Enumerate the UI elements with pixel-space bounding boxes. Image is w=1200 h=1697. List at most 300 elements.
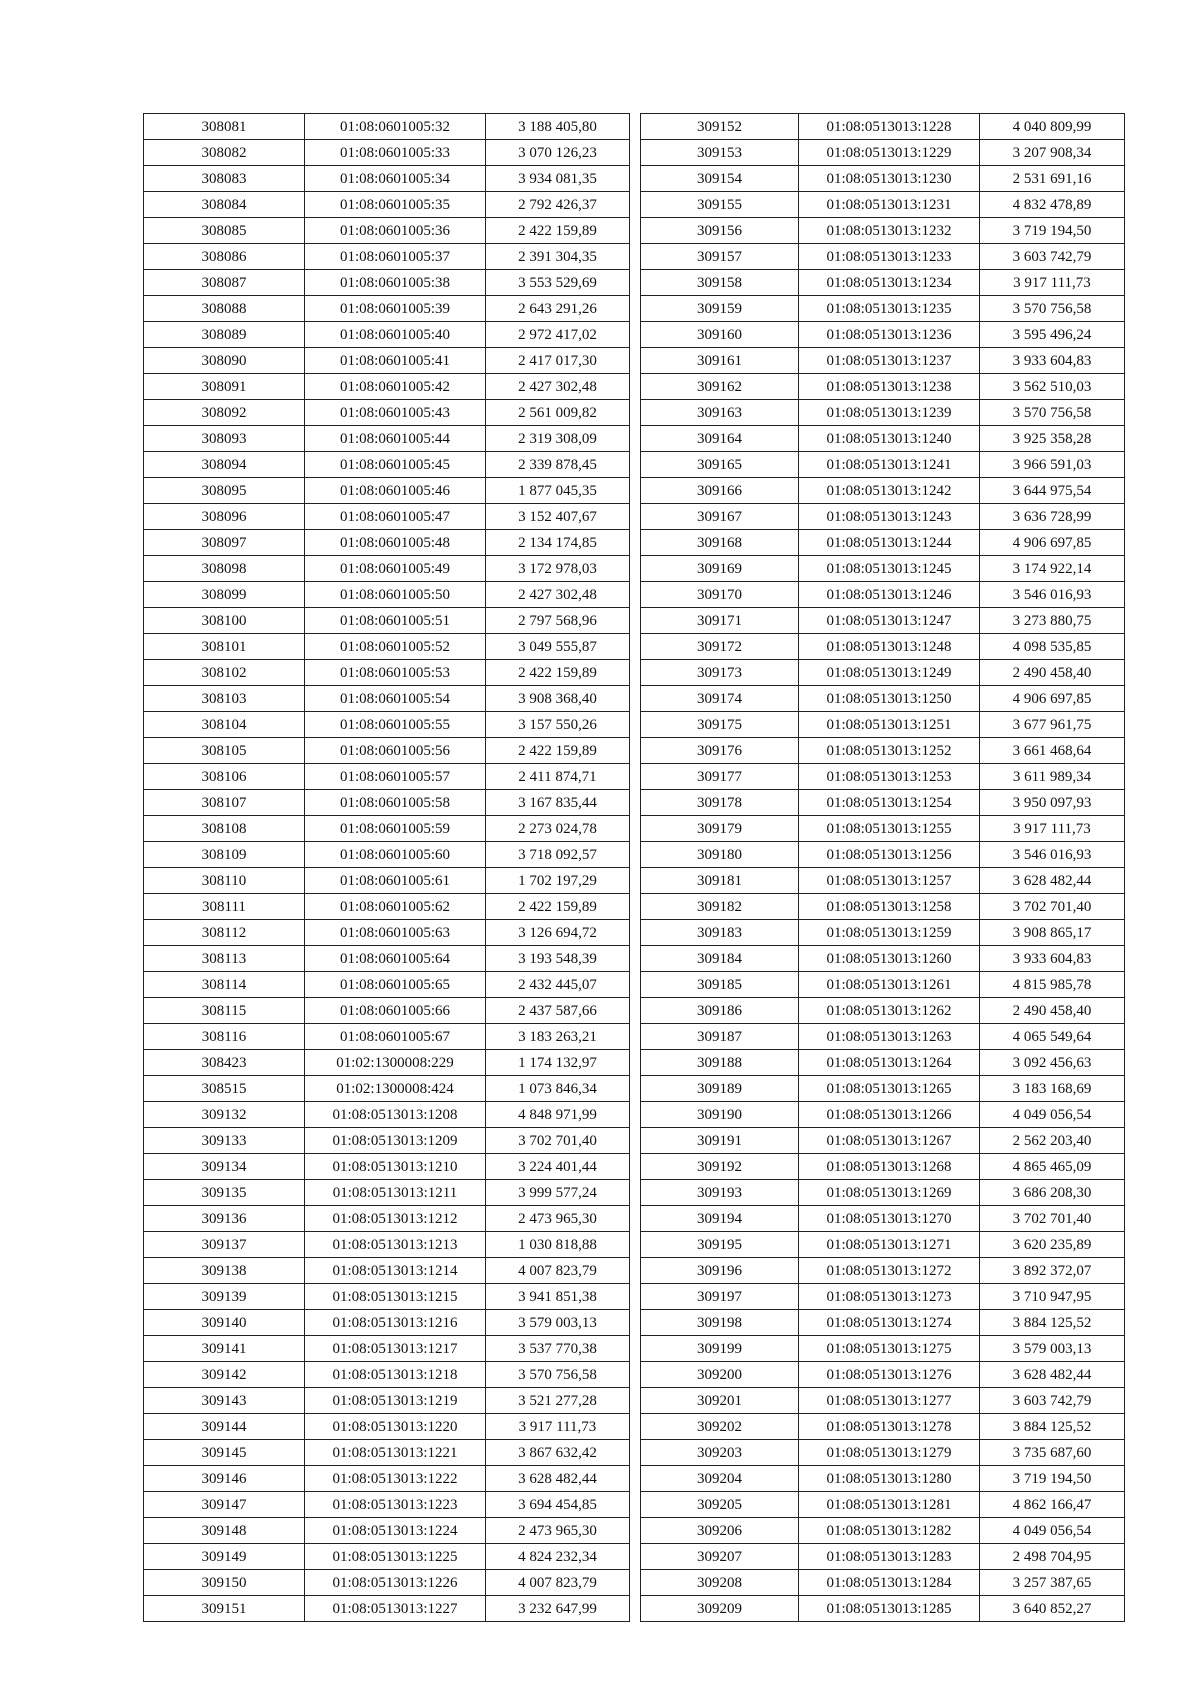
cell-cadastral-value: 2 422 159,89 [486,894,630,920]
cell-cadastral-value: 4 040 809,99 [980,114,1125,140]
cell-cadastral-number: 01:08:0601005:66 [305,998,486,1024]
cell-cadastral-number: 01:08:0513013:1252 [799,738,980,764]
cell-object-number: 308515 [144,1076,305,1102]
table-row [641,1336,1125,1362]
table-row [641,114,1125,140]
cell-cadastral-value: 4 007 823,79 [486,1570,630,1596]
cell-cadastral-value: 2 490 458,40 [980,660,1125,686]
cell-object-number: 309171 [641,608,799,634]
cell-cadastral-number: 01:08:0513013:1223 [305,1492,486,1518]
cell-cadastral-value: 4 862 166,47 [980,1492,1125,1518]
cell-cadastral-value: 3 620 235,89 [980,1232,1125,1258]
cell-cadastral-number: 01:08:0601005:49 [305,556,486,582]
cell-cadastral-number: 01:08:0601005:41 [305,348,486,374]
cell-cadastral-number: 01:08:0513013:1256 [799,842,980,868]
table-row [641,478,1125,504]
cell-cadastral-value: 3 183 168,69 [980,1076,1125,1102]
cell-cadastral-number: 01:08:0601005:39 [305,296,486,322]
cell-cadastral-number: 01:08:0601005:42 [305,374,486,400]
cell-cadastral-number: 01:08:0601005:65 [305,972,486,998]
cell-object-number: 308104 [144,712,305,738]
cell-cadastral-value: 3 562 510,03 [980,374,1125,400]
cell-cadastral-number: 01:08:0513013:1210 [305,1154,486,1180]
cell-cadastral-number: 01:08:0513013:1254 [799,790,980,816]
cell-cadastral-value: 3 183 263,21 [486,1024,630,1050]
cell-cadastral-number: 01:08:0513013:1243 [799,504,980,530]
cell-cadastral-number: 01:08:0513013:1250 [799,686,980,712]
cell-cadastral-number: 01:08:0601005:51 [305,608,486,634]
cell-cadastral-number: 01:08:0513013:1241 [799,452,980,478]
cell-cadastral-value: 2 391 304,35 [486,244,630,270]
table-row [144,1466,630,1492]
cell-object-number: 308091 [144,374,305,400]
cell-object-number: 309172 [641,634,799,660]
table-row [641,920,1125,946]
table-row [144,1206,630,1232]
cell-object-number: 309178 [641,790,799,816]
table-row [144,894,630,920]
cell-cadastral-value: 3 579 003,13 [980,1336,1125,1362]
cell-cadastral-number: 01:08:0513013:1240 [799,426,980,452]
table-row [641,1206,1125,1232]
table-row [641,868,1125,894]
cell-cadastral-number: 01:08:0513013:1268 [799,1154,980,1180]
cell-cadastral-number: 01:08:0513013:1275 [799,1336,980,1362]
table-row [641,764,1125,790]
cell-cadastral-number: 01:08:0513013:1278 [799,1414,980,1440]
cell-object-number: 308095 [144,478,305,504]
cell-cadastral-number: 01:08:0513013:1251 [799,712,980,738]
cell-object-number: 308113 [144,946,305,972]
table-row [641,530,1125,556]
cell-cadastral-value: 4 848 971,99 [486,1102,630,1128]
table-row [641,296,1125,322]
cell-cadastral-number: 01:08:0601005:63 [305,920,486,946]
cell-object-number: 308115 [144,998,305,1024]
table-row [144,686,630,712]
cell-object-number: 309134 [144,1154,305,1180]
table-row [144,608,630,634]
table-row [144,1154,630,1180]
table-row [641,1232,1125,1258]
cell-object-number: 309209 [641,1596,799,1622]
cell-object-number: 309201 [641,1388,799,1414]
cell-cadastral-number: 01:08:0513013:1226 [305,1570,486,1596]
table-row [144,1050,630,1076]
table-row [144,582,630,608]
cell-cadastral-value: 3 157 550,26 [486,712,630,738]
table-row [144,972,630,998]
cell-object-number: 309180 [641,842,799,868]
cell-cadastral-number: 01:08:0513013:1230 [799,166,980,192]
cell-cadastral-number: 01:08:0513013:1225 [305,1544,486,1570]
cell-cadastral-value: 4 906 697,85 [980,686,1125,712]
cell-object-number: 309140 [144,1310,305,1336]
table-row [641,218,1125,244]
table-row [641,660,1125,686]
cell-object-number: 309166 [641,478,799,504]
table-row [144,218,630,244]
cell-object-number: 309144 [144,1414,305,1440]
table-row [144,1544,630,1570]
cell-object-number: 309189 [641,1076,799,1102]
cell-object-number: 309158 [641,270,799,296]
cell-cadastral-value: 2 427 302,48 [486,374,630,400]
table-row [641,1258,1125,1284]
table-body-left [144,114,630,1622]
cell-object-number: 308105 [144,738,305,764]
cell-cadastral-value: 2 490 458,40 [980,998,1125,1024]
table-row [144,1518,630,1544]
cell-cadastral-number: 01:08:0601005:33 [305,140,486,166]
cell-cadastral-number: 01:08:0513013:1218 [305,1362,486,1388]
cell-cadastral-value: 3 152 407,67 [486,504,630,530]
table-row [144,1570,630,1596]
cell-object-number: 309188 [641,1050,799,1076]
cell-cadastral-number: 01:08:0601005:56 [305,738,486,764]
cell-cadastral-value: 2 797 568,96 [486,608,630,634]
cell-object-number: 309194 [641,1206,799,1232]
cell-cadastral-value: 2 411 874,71 [486,764,630,790]
cell-object-number: 308109 [144,842,305,868]
cell-object-number: 309182 [641,894,799,920]
cell-cadastral-number: 01:08:0513013:1274 [799,1310,980,1336]
cell-object-number: 308092 [144,400,305,426]
cell-object-number: 308083 [144,166,305,192]
cell-cadastral-value: 3 677 961,75 [980,712,1125,738]
cell-cadastral-number: 01:08:0513013:1270 [799,1206,980,1232]
cell-cadastral-number: 01:08:0513013:1209 [305,1128,486,1154]
table-row [144,296,630,322]
cell-object-number: 309154 [641,166,799,192]
cell-cadastral-value: 3 537 770,38 [486,1336,630,1362]
table-row [641,1024,1125,1050]
cell-cadastral-value: 1 030 818,88 [486,1232,630,1258]
cell-cadastral-value: 3 628 482,44 [980,1362,1125,1388]
table-row [641,426,1125,452]
cell-cadastral-value: 2 422 159,89 [486,738,630,764]
cell-object-number: 309161 [641,348,799,374]
table-row [144,1492,630,1518]
cell-object-number: 308102 [144,660,305,686]
table-row [641,894,1125,920]
cell-object-number: 308114 [144,972,305,998]
table-row [144,946,630,972]
cell-cadastral-value: 3 546 016,93 [980,582,1125,608]
table-row [641,816,1125,842]
cell-cadastral-value: 3 207 908,34 [980,140,1125,166]
cell-object-number: 309143 [144,1388,305,1414]
cell-cadastral-value: 3 092 456,63 [980,1050,1125,1076]
table-row [144,1388,630,1414]
cell-object-number: 308100 [144,608,305,634]
cell-cadastral-value: 3 917 111,73 [980,270,1125,296]
cell-object-number: 309136 [144,1206,305,1232]
cell-cadastral-number: 01:08:0513013:1220 [305,1414,486,1440]
cell-cadastral-number: 01:08:0513013:1280 [799,1466,980,1492]
table-row [144,556,630,582]
cell-cadastral-number: 01:08:0513013:1260 [799,946,980,972]
cell-cadastral-number: 01:08:0601005:48 [305,530,486,556]
cell-object-number: 309147 [144,1492,305,1518]
table-row [641,1076,1125,1102]
table-row [641,1050,1125,1076]
cell-object-number: 308106 [144,764,305,790]
table-row [144,712,630,738]
cell-object-number: 308116 [144,1024,305,1050]
cell-cadastral-number: 01:08:0513013:1267 [799,1128,980,1154]
cell-cadastral-value: 1 877 045,35 [486,478,630,504]
cell-cadastral-value: 4 049 056,54 [980,1518,1125,1544]
cell-cadastral-value: 2 498 704,95 [980,1544,1125,1570]
cell-cadastral-number: 01:08:0513013:1213 [305,1232,486,1258]
cell-cadastral-number: 01:08:0513013:1233 [799,244,980,270]
cell-object-number: 308082 [144,140,305,166]
cell-cadastral-number: 01:08:0513013:1279 [799,1440,980,1466]
table-row [144,530,630,556]
cell-cadastral-value: 1 702 197,29 [486,868,630,894]
cell-cadastral-number: 01:08:0601005:52 [305,634,486,660]
table-row [641,712,1125,738]
cell-cadastral-value: 2 473 965,30 [486,1206,630,1232]
cell-cadastral-value: 2 422 159,89 [486,660,630,686]
cell-cadastral-number: 01:08:0513013:1269 [799,1180,980,1206]
table-row [641,504,1125,530]
cell-cadastral-value: 3 224 401,44 [486,1154,630,1180]
cell-cadastral-number: 01:08:0513013:1253 [799,764,980,790]
cell-object-number: 309137 [144,1232,305,1258]
table-row [641,556,1125,582]
cell-cadastral-value: 3 603 742,79 [980,1388,1125,1414]
cell-cadastral-value: 2 531 691,16 [980,166,1125,192]
cell-cadastral-number: 01:08:0601005:37 [305,244,486,270]
cell-cadastral-number: 01:08:0513013:1229 [799,140,980,166]
cell-cadastral-number: 01:08:0513013:1284 [799,1570,980,1596]
cell-cadastral-value: 3 702 701,40 [980,894,1125,920]
cell-cadastral-value: 2 643 291,26 [486,296,630,322]
cell-cadastral-number: 01:08:0513013:1211 [305,1180,486,1206]
cell-cadastral-value: 3 570 756,58 [980,400,1125,426]
table-row [144,920,630,946]
table-row [144,1414,630,1440]
cell-cadastral-value: 3 908 865,17 [980,920,1125,946]
cell-object-number: 309170 [641,582,799,608]
cell-object-number: 309196 [641,1258,799,1284]
cell-object-number: 309173 [641,660,799,686]
cell-object-number: 309195 [641,1232,799,1258]
cell-object-number: 308085 [144,218,305,244]
table-row [144,478,630,504]
cell-cadastral-value: 3 719 194,50 [980,218,1125,244]
cell-cadastral-value: 3 941 851,38 [486,1284,630,1310]
table-row [641,998,1125,1024]
table-row [144,270,630,296]
cell-cadastral-number: 01:08:0601005:55 [305,712,486,738]
table-row [144,634,630,660]
cell-cadastral-number: 01:08:0601005:61 [305,868,486,894]
cell-object-number: 309153 [641,140,799,166]
cell-cadastral-value: 3 950 097,93 [980,790,1125,816]
table-body-right [641,114,1125,1622]
table-row [641,1440,1125,1466]
cell-object-number: 309190 [641,1102,799,1128]
cell-cadastral-number: 01:08:0601005:40 [305,322,486,348]
cell-cadastral-value: 3 934 081,35 [486,166,630,192]
table-row [641,140,1125,166]
cell-cadastral-value: 2 561 009,82 [486,400,630,426]
cell-cadastral-number: 01:08:0513013:1259 [799,920,980,946]
cell-cadastral-number: 01:08:0513013:1283 [799,1544,980,1570]
table-row [144,374,630,400]
cell-cadastral-value: 3 595 496,24 [980,322,1125,348]
table-row [144,348,630,374]
cell-cadastral-number: 01:08:0601005:32 [305,114,486,140]
cell-cadastral-number: 01:08:0513013:1255 [799,816,980,842]
table-row [144,452,630,478]
table-row [144,1232,630,1258]
table-row [144,1180,630,1206]
cell-cadastral-number: 01:08:0601005:62 [305,894,486,920]
table-row [144,816,630,842]
table-row [144,1310,630,1336]
cell-cadastral-number: 01:08:0513013:1212 [305,1206,486,1232]
cell-cadastral-value: 2 134 174,85 [486,530,630,556]
cell-cadastral-number: 01:08:0513013:1271 [799,1232,980,1258]
cell-cadastral-value: 3 521 277,28 [486,1388,630,1414]
cell-cadastral-value: 3 126 694,72 [486,920,630,946]
table-row [641,738,1125,764]
cell-object-number: 308098 [144,556,305,582]
table-row [144,738,630,764]
cell-object-number: 309133 [144,1128,305,1154]
table-row [641,322,1125,348]
cell-cadastral-number: 01:08:0513013:1237 [799,348,980,374]
cell-cadastral-value: 3 640 852,27 [980,1596,1125,1622]
cell-object-number: 308108 [144,816,305,842]
cell-object-number: 309191 [641,1128,799,1154]
cell-cadastral-value: 4 098 535,85 [980,634,1125,660]
cell-cadastral-value: 3 892 372,07 [980,1258,1125,1284]
cell-object-number: 309197 [641,1284,799,1310]
cell-object-number: 308110 [144,868,305,894]
cell-cadastral-value: 3 999 577,24 [486,1180,630,1206]
cell-object-number: 309163 [641,400,799,426]
cell-cadastral-number: 01:08:0513013:1214 [305,1258,486,1284]
cell-cadastral-number: 01:08:0513013:1264 [799,1050,980,1076]
cell-cadastral-value: 3 174 922,14 [980,556,1125,582]
data-table-right [640,113,1125,1622]
cell-object-number: 308097 [144,530,305,556]
cell-cadastral-value: 2 562 203,40 [980,1128,1125,1154]
cell-object-number: 308099 [144,582,305,608]
cell-object-number: 309160 [641,322,799,348]
cell-cadastral-number: 01:08:0513013:1228 [799,114,980,140]
cell-cadastral-value: 3 702 701,40 [980,1206,1125,1232]
cell-object-number: 309198 [641,1310,799,1336]
table-row [144,1024,630,1050]
cell-cadastral-value: 3 193 548,39 [486,946,630,972]
table-row [641,842,1125,868]
cell-cadastral-number: 01:08:0601005:47 [305,504,486,530]
cell-cadastral-value: 2 972 417,02 [486,322,630,348]
cell-cadastral-number: 01:08:0601005:36 [305,218,486,244]
cell-cadastral-value: 3 661 468,64 [980,738,1125,764]
cell-cadastral-value: 3 884 125,52 [980,1310,1125,1336]
table-row [144,400,630,426]
cell-cadastral-number: 01:08:0513013:1272 [799,1258,980,1284]
cell-cadastral-value: 3 611 989,34 [980,764,1125,790]
cell-object-number: 309186 [641,998,799,1024]
table-row [144,868,630,894]
cell-cadastral-value: 2 473 965,30 [486,1518,630,1544]
cell-cadastral-number: 01:08:0513013:1265 [799,1076,980,1102]
cell-cadastral-value: 4 065 549,64 [980,1024,1125,1050]
cell-cadastral-number: 01:02:1300008:424 [305,1076,486,1102]
table-row [641,1544,1125,1570]
cell-object-number: 309177 [641,764,799,790]
cell-cadastral-number: 01:08:0601005:45 [305,452,486,478]
cell-cadastral-value: 1 073 846,34 [486,1076,630,1102]
cell-cadastral-value: 2 432 445,07 [486,972,630,998]
cell-object-number: 309185 [641,972,799,998]
table-row [641,686,1125,712]
cell-cadastral-number: 01:08:0513013:1234 [799,270,980,296]
cell-cadastral-number: 01:08:0513013:1247 [799,608,980,634]
cell-cadastral-value: 3 718 092,57 [486,842,630,868]
cell-object-number: 309187 [641,1024,799,1050]
table-row [144,166,630,192]
cell-cadastral-number: 01:08:0601005:67 [305,1024,486,1050]
cell-cadastral-number: 01:08:0601005:50 [305,582,486,608]
cell-object-number: 308111 [144,894,305,920]
table-row [144,842,630,868]
cell-object-number: 309167 [641,504,799,530]
cell-cadastral-value: 3 710 947,95 [980,1284,1125,1310]
cell-cadastral-number: 01:08:0513013:1219 [305,1388,486,1414]
cell-cadastral-number: 01:08:0513013:1221 [305,1440,486,1466]
table-row [144,504,630,530]
table-row [641,1414,1125,1440]
cell-cadastral-number: 01:08:0513013:1277 [799,1388,980,1414]
cell-object-number: 309179 [641,816,799,842]
cell-cadastral-value: 4 832 478,89 [980,192,1125,218]
cell-cadastral-number: 01:02:1300008:229 [305,1050,486,1076]
cell-cadastral-number: 01:08:0513013:1282 [799,1518,980,1544]
cell-object-number: 309208 [641,1570,799,1596]
cell-object-number: 309192 [641,1154,799,1180]
table-row [144,322,630,348]
table-row [641,1466,1125,1492]
table-row [641,244,1125,270]
cell-object-number: 309132 [144,1102,305,1128]
cell-cadastral-number: 01:08:0513013:1236 [799,322,980,348]
cell-cadastral-number: 01:08:0513013:1231 [799,192,980,218]
cell-object-number: 309138 [144,1258,305,1284]
cell-cadastral-value: 4 815 985,78 [980,972,1125,998]
cell-object-number: 308093 [144,426,305,452]
cell-object-number: 308089 [144,322,305,348]
cell-cadastral-value: 3 070 126,23 [486,140,630,166]
cell-object-number: 308081 [144,114,305,140]
cell-cadastral-value: 1 174 132,97 [486,1050,630,1076]
cell-cadastral-value: 3 933 604,83 [980,946,1125,972]
cell-object-number: 309193 [641,1180,799,1206]
cell-cadastral-number: 01:08:0513013:1238 [799,374,980,400]
cell-object-number: 309203 [641,1440,799,1466]
cell-object-number: 309175 [641,712,799,738]
cell-object-number: 308084 [144,192,305,218]
table-row [641,348,1125,374]
